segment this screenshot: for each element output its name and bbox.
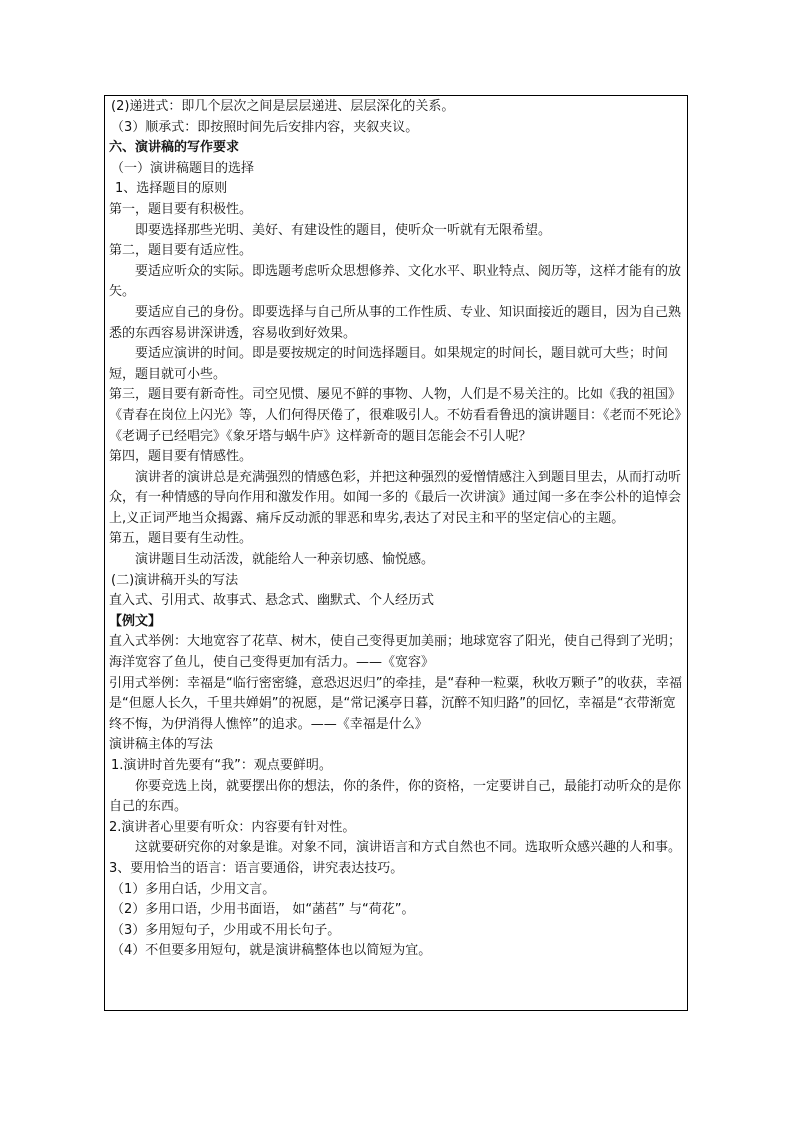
text-line: 直入式举例：大地宽容了花草、树木，使自己变得更加美丽；地球宽容了阳光，使自己得到了光明；海洋宽容了鱼儿，使自己变得更加有活力。——《宽容》 [109,634,682,671]
text-line: 1.演讲时首先要有“我”：观点要鲜明。 [111,758,332,773]
text-line: 第三，题目要有新奇性。司空见惯、屡见不鲜的事物、人物，人们是不易关注的。比如《我的祖国》《青春在岗位上闪光》等，人们何得厌倦了，很难吸引人。不妨看看鲁迅的演讲题目：《老而不死论》《老调子已经唱完》《象牙塔与蜗牛庐》这样新奇的题目怎能会不引人呢？ [109,387,682,444]
text-line: 1、选择题目的原则 [115,181,228,197]
text-line: 即要选择那些光明、美好、有建设性的题目，使听众一听就有无限希望。 [135,222,552,238]
text-line: 3、要用恰当的语言：语言要通俗，讲究表达技巧。 [109,860,404,876]
text-line: 直入式、引用式、故事式、悬念式、幽默式、个人经历式 [109,593,435,609]
text-line: (2)递进式：即几个层次之间是层层递进、层层深化的关系。 [111,99,455,114]
text-line: 演讲稿主体的写法 [109,737,214,753]
text-line: 要适应听众的实际。即选题考虑听众思想修养、文化水平、职业特点、阅历等，这样才能有的放矢。 [109,263,682,300]
text-line: 第四，题目要有情感性。 [109,449,253,465]
text-line: 要适应自己的身份。即要选择与自己所从事的工作性质、专业、知识面接近的题目，因为自己熟悉的东西容易讲深讲透，容易收到好效果。 [109,304,682,341]
text-line: （4）不但要多用短句，就是演讲稿整体也以简短为宜。 [111,943,432,959]
text-line: （3）顺承式：即按照时间先后安排内容，夹叙夹议。 [111,119,419,135]
text-line: 演讲题目生动活泼，就能给人一种亲切感、愉悦感。 [135,552,435,568]
text-line: （1）多用白话，少用文言。 [111,881,276,897]
document-body [109,97,685,962]
text-line: 2.演讲者心里要有听众：内容要有针对性。 [109,819,356,835]
text-line: 【例文】 [109,613,162,629]
text-line: 六、演讲稿的写作要求 [109,140,240,156]
text-line: （一）演讲稿题目的选择 [111,160,255,176]
text-line: 你要竞选上岗，就要摆出你的想法，你的条件，你的资格，一定要讲自己，最能打动听众的是你自己的东西。 [109,778,682,815]
text-line: 要适应演讲的时间。即是要按规定的时间选择题目。如果规定的时间长，题目就可大些；时间短，题目就可小些。 [109,346,669,382]
text-line: (二)演讲稿开头的写法 [111,572,239,588]
text-line: 第五，题目要有生动性。 [109,531,253,547]
text-line: 第二，题目要有适应性。 [109,243,253,259]
text-line: 这就要研究你的对象是谁。对象不同，演讲语言和方式自然也不同。选取听众感兴趣的人和事。 [135,840,682,856]
text-line: 第一，题目要有积极性。 [109,201,253,217]
text-line: 演讲者的演讲总是充满强烈的情感色彩，并把这种强烈的爱憎情感注入到题目里去，从而打动听众，有一种情感的导向作用和激发作用。如闻一多的《最后一次讲演》通过闻一多在李公朴的追悼会上,义正词严地当众揭露、痛斥反动派的罪恶和卑劣,表达了对民主和平的坚定信心的主题。 [109,469,682,526]
text-line: 引用式举例：幸福是“临行密密缝，意恐迟迟归”的牵挂，是“春种一粒粟，秋收万颗子”的收获，幸福是“但愿人长久，千里共婵娟”的祝愿，是“常记溪亭日暮，沉醉不知归路”的回忆，幸福是“衣带渐宽终不悔，为伊消得人憔悴”的追求。——《幸福是什么》 [109,675,682,732]
text-line: （3）多用短句子，少用或不用长句子。 [111,922,341,938]
text-line: （2）多用口语，少用书面语， 如“菡萏” 与“荷花”。 [111,902,415,918]
